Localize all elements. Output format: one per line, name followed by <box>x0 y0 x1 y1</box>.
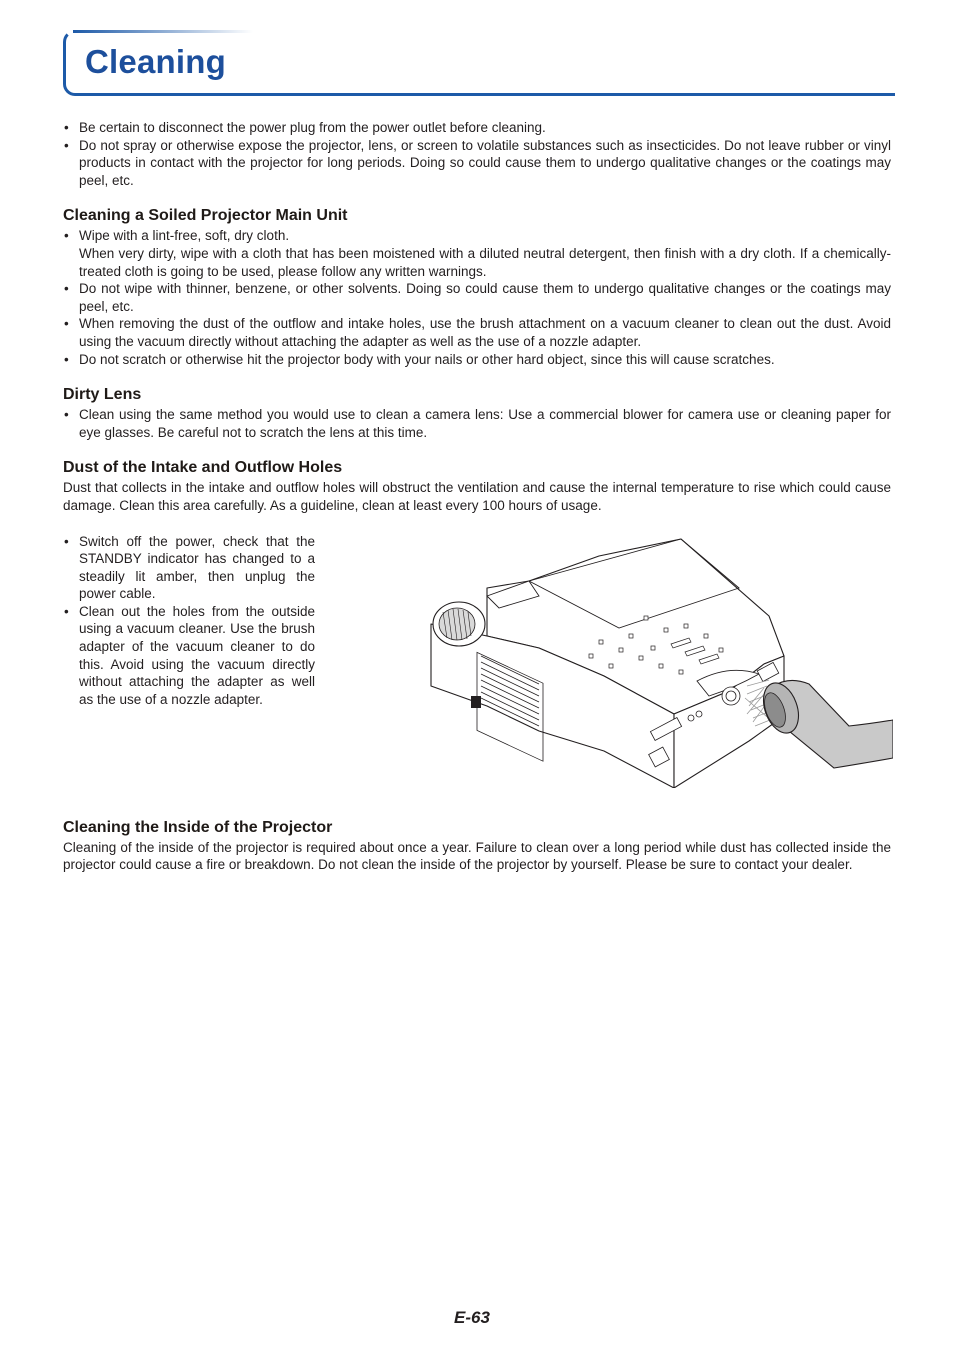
section-heading-inside: Cleaning the Inside of the Projector <box>63 818 333 836</box>
main-unit-bullet-list <box>63 227 891 368</box>
intro-bullet-list <box>63 119 891 189</box>
header-accent-line <box>73 30 253 33</box>
intro-bullet-disconnect: • Be certain to disconnect the power plug from the power outlet before cleaning. <box>63 119 891 137</box>
intro-bullet-volatile-substances: • Do not spray or otherwise expose the projector, lens, or screen to volatile substances such as insecticides. Do not leave rubber or vinyl products in contact with the projector for long periods. Doing so could cause them to undergo qualitative changes or the coatings may peel, etc. <box>63 137 891 190</box>
intake-outflow-figure-row <box>63 533 891 803</box>
section-heading-main-unit: Cleaning a Soiled Projector Main Unit <box>63 207 348 225</box>
intake-outflow-bullet-vacuum: • Clean out the holes from the outside using a vacuum cleaner. Use the brush adapter of the vacuum cleaner to do this. Avoid using the vacuum directly without attaching the adapter as well as the use of a nozzle adapter. <box>63 603 315 709</box>
main-unit-bullet-solvents: • Do not wipe with thinner, benzene, or other solvents. Doing so could cause them to undergo qualitative changes or the coatings may peel, etc. <box>63 280 891 315</box>
main-unit-bullet-scratch: • Do not scratch or otherwise hit the projector body with your nails or other hard object, since this will cause scratches. <box>63 351 891 369</box>
lens-bullet-clean: • Clean using the same method you would use to clean a camera lens: Use a commercial blower for camera use or cleaning paper for eye glasses. Be careful not to scratch the lens at this time. <box>63 406 891 441</box>
page-title: Cleaning <box>85 43 226 80</box>
intake-outflow-paragraph: Dust that collects in the intake and outflow holes will obstruct the ventilation and cause the internal temperature to rise which could cause damage. Clean this area carefully. As a guideline, clean at least every 100 hours of usage. <box>63 480 891 513</box>
page-header <box>63 30 894 94</box>
section-heading-dirty-lens: Dirty Lens <box>63 386 142 404</box>
main-unit-bullet-vacuum: • When removing the dust of the outflow and intake holes, use the brush attachment on a vacuum cleaner to clean out the dust. Avoid using the vacuum directly without attaching the adapter as well as the use of a nozzle adapter. <box>63 315 891 350</box>
lens-bullet-list <box>63 406 891 441</box>
page-number: E-63 <box>454 1308 490 1327</box>
projector-vacuum-illustration <box>429 536 893 788</box>
intake-outflow-bullet-list <box>63 533 315 709</box>
intake-outflow-bullet-switch-off: • Switch off the power, check that the STANDBY indicator has changed to a steadily lit amber, then unplug the power cable. <box>63 533 315 603</box>
main-unit-bullet-wipe <box>63 227 891 280</box>
inside-paragraph: Cleaning of the inside of the projector is required about once a year. Failure to clean over a long period while dust has collected inside the projector could cause a fire or breakdown. Do not clean the inside of the projector by yourself. Please be sure to contact your dealer. <box>63 839 891 873</box>
main-unit-bullet-wipe-continuation: When very dirty, wipe with a cloth that has been moistened with a diluted neutral detergent, then finish with a dry cloth. If a chemically-treated cloth is going to be used, please follow any written warnings. <box>79 245 891 279</box>
main-unit-bullet-wipe-text: Wipe with a lint-free, soft, dry cloth. <box>79 228 290 244</box>
section-heading-intake-outflow: Dust of the Intake and Outflow Holes <box>63 459 343 477</box>
page-content <box>63 119 891 874</box>
